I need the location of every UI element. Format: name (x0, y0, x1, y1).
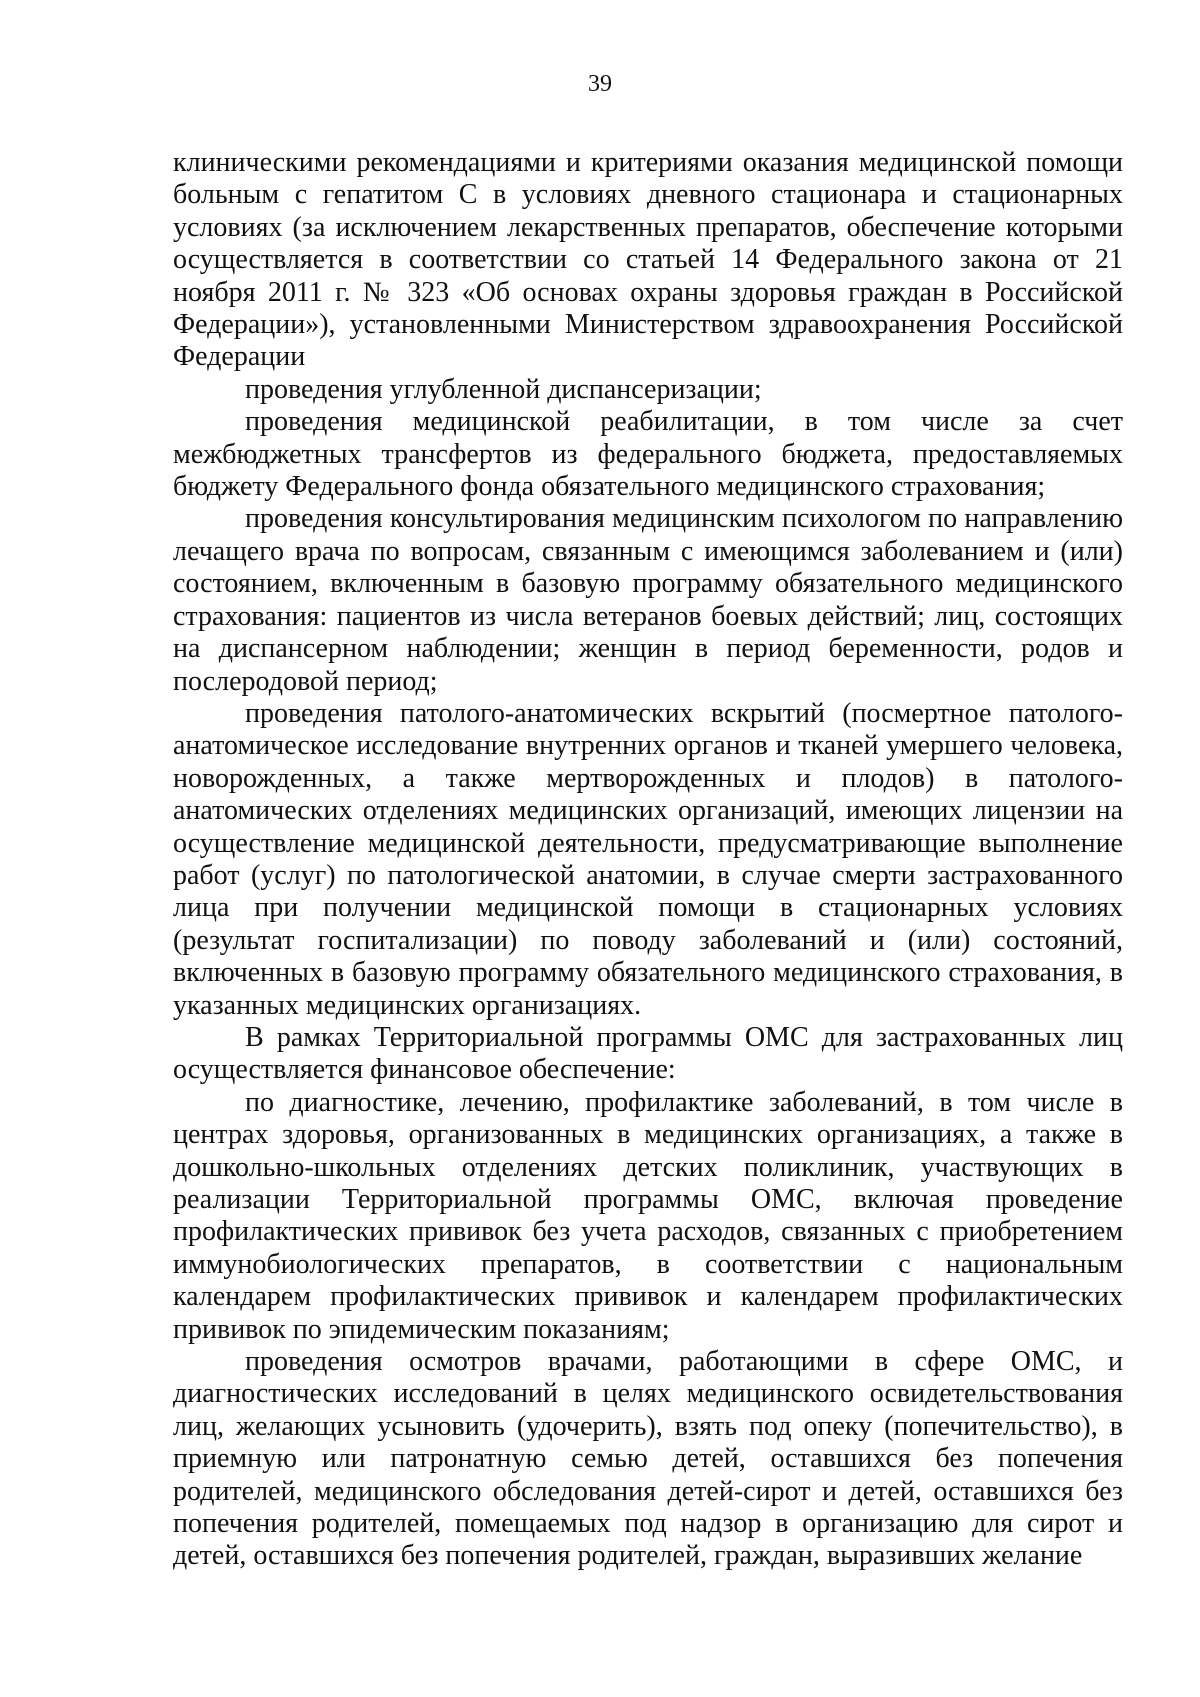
paragraph-oms-program-intro: В рамках Территориальной программы ОМС для застрахованных лиц осуществляется финансовое обеспечение: (173, 1021, 1123, 1086)
paragraph-autopsies: проведения патолого-анатомических вскрытий (посмертное патолого-анатомическое исследование внутренних органов и тканей умершего человека, новорожденных, а также мертворожденных и плодов) в патолого-анатомических отделениях медицинских организаций, имеющих лицензии на осуществление медицинской деятельности, предусматривающие выполнение работ (услуг) по патологической анатомии, в случае смерти застрахованного лица при получении медицинской помощи в стационарных условиях (результат госпитализации) по поводу заболеваний и (или) состояний, включенных в базовую программу обязательного медицинского страхования, в указанных медицинских организациях. (173, 697, 1123, 1021)
paragraph-psychologist-consulting: проведения консультирования медицинским психологом по направлению лечащего врача по вопросам, связанным с имеющимся заболеванием и (или) состоянием, включенным в базовую программу обязательного медицинского страхования: пациентов из числа ветеранов боевых действий; лиц, состоящих на диспансерном наблюдении; женщин в период беременности, родов и послеродовой период; (173, 503, 1123, 697)
paragraph-rehabilitation: проведения медицинской реабилитации, в том числе за счет межбюджетных трансфертов из федерального бюджета, предоставляемых бюджету Федерального фонда обязательного медицинского страхования; (173, 406, 1123, 503)
paragraph-medical-examinations: проведения осмотров врачами, работающими в сфере ОМС, и диагностических исследований в целях медицинского освидетельствования лиц, желающих усыновить (удочерить), взять под опеку (попечительство), в приемную или патронатную семью детей, оставшихся без попечения родителей, медицинского обследования детей-сирот и детей, оставшихся без попечения родителей, помещаемых под надзор в организацию для сирот и детей, оставшихся без попечения родителей, граждан, выразивших желание (173, 1346, 1123, 1572)
paragraph-diagnostics-prevention: по диагностике, лечению, профилактике заболеваний, в том числе в центрах здоровья, организованных в медицинских организациях, а также в дошкольно-школьных отделениях детских поликлиник, участвующих в реализации Территориальной программы ОМС, включая проведение профилактических прививок без учета расходов, связанных с приобретением иммунобиологических препаратов, в соответствии с национальным календарем профилактических прививок и календарем профилактических прививок по эпидемическим показаниям; (173, 1086, 1123, 1345)
paragraph-in-depth-screening: проведения углубленной диспансеризации; (245, 373, 762, 405)
paragraph-continuation: клиническими рекомендациями и критериями оказания медицинской помощи больным с гепатитом С в условиях дневного стационара и стационарных условиях (за исключением лекарственных препаратов, обеспечение которыми осуществляется в соответствии со статьей 14 Федерального закона от 21 ноября 2011 г. № 323 «Об основах охраны здоровья граждан в Российской Федерации»), установленными Министерством здравоохранения Российской Федерации (173, 147, 1123, 373)
body-text (173, 147, 1123, 1573)
page-number: 39 (588, 71, 612, 97)
